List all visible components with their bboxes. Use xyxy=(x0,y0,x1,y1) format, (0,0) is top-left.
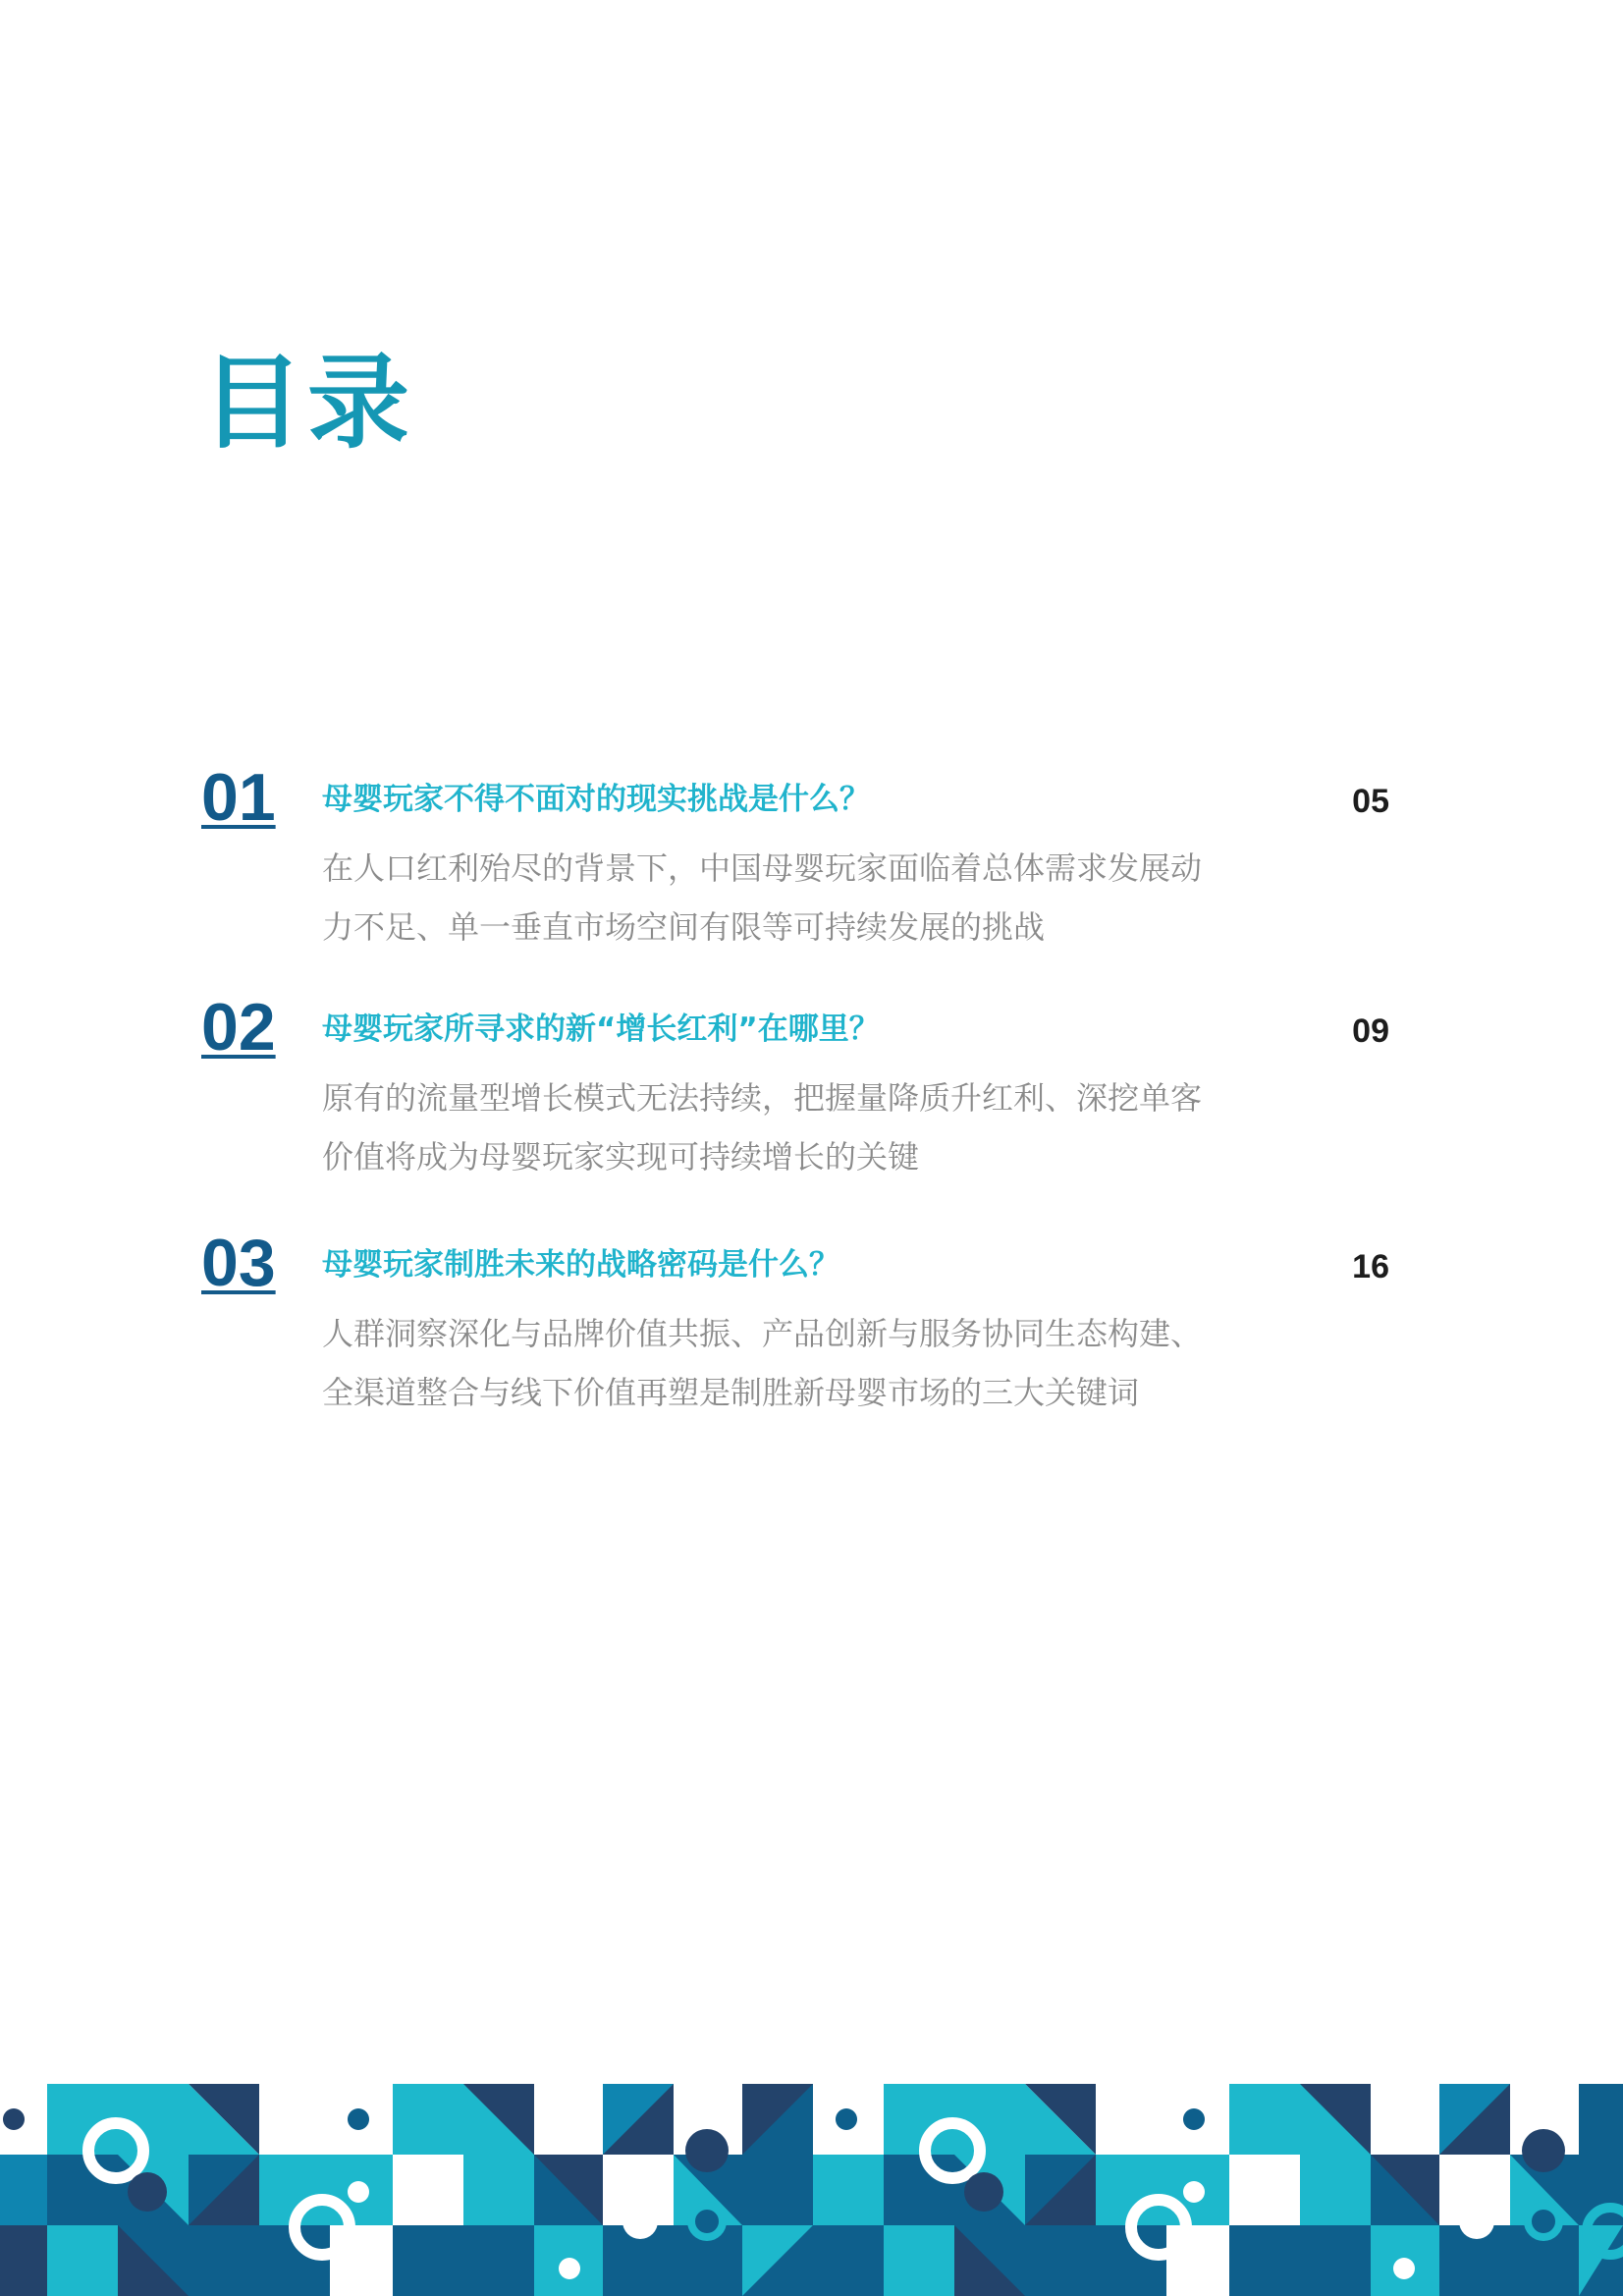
toc-page-number: 05 xyxy=(1352,783,1389,820)
toc-description: 人群洞察深化与品牌价值共振、产品创新与服务协同生态构建、全渠道整合与线下价值再塑是制胜新母婴市场的三大关键词 xyxy=(322,1315,1203,1411)
toc-number: 01 xyxy=(201,760,276,835)
page-title: 目录 xyxy=(201,343,414,463)
toc-page-number: 09 xyxy=(1352,1012,1389,1050)
toc-number: 02 xyxy=(201,990,276,1065)
toc-heading[interactable]: 母婴玩家不得不面对的现实挑战是什么？ xyxy=(322,782,870,817)
toc-description: 在人口红利殆尽的背景下，中国母婴玩家面临着总体需求发展动力不足、单一垂直市场空间有限等可持续发展的挑战 xyxy=(322,849,1203,946)
toc-page-number: 16 xyxy=(1352,1248,1389,1285)
decorative-geometric-pattern xyxy=(0,2084,1623,2296)
toc-description: 原有的流量型增长模式无法持续，把握量降质升红利、深挖单客价值将成为母婴玩家实现可持续增长的关键 xyxy=(322,1079,1203,1175)
toc-heading[interactable]: 母婴玩家制胜未来的战略密码是什么？ xyxy=(322,1247,839,1283)
toc-heading[interactable]: 母婴玩家所寻求的新“增长红利”在哪里？ xyxy=(322,1011,880,1047)
toc-number: 03 xyxy=(201,1226,276,1300)
